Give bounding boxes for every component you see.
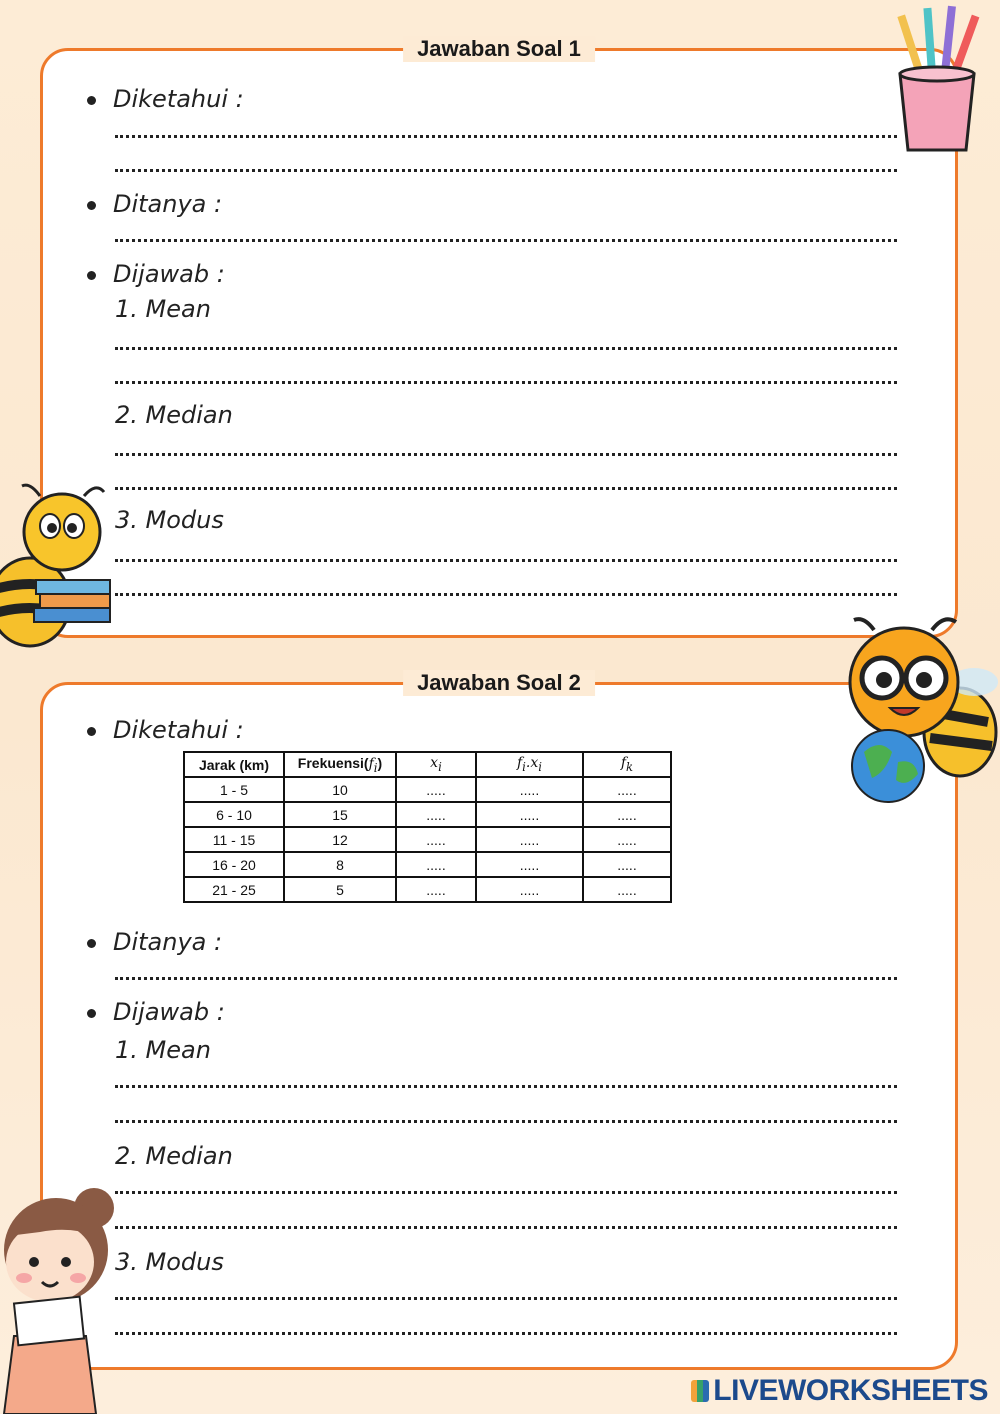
brand-text: LIVEWORKSHEETS [713,1374,988,1407]
table-row [184,877,671,902]
table-header: Jarak (km) [184,752,284,777]
answer-line[interactable] [115,1120,897,1123]
table-row [184,777,671,802]
table-cell: 10 [284,777,396,802]
table-cell: 16 - 20 [184,852,284,877]
answer-card-2 [40,670,958,1370]
answer-line[interactable] [115,977,897,980]
median-label: 2. Median [115,1142,233,1170]
frequency-table [183,751,672,903]
table-cell: 6 - 10 [184,802,284,827]
brand-mark-icon [691,1380,709,1402]
table-cell: 11 - 15 [184,827,284,852]
diketahui-label: Diketahui : [113,716,244,744]
table-cell[interactable]: ..... [583,877,671,902]
answer-line[interactable] [115,453,897,456]
table-cell: 21 - 25 [184,877,284,902]
table-cell[interactable]: ..... [583,802,671,827]
table-row [184,827,671,852]
table-cell[interactable]: ..... [476,802,583,827]
liveworksheets-logo[interactable] [691,1374,988,1408]
answer-line[interactable] [115,1332,897,1335]
table-cell: 1 - 5 [184,777,284,802]
ditanya-label: Ditanya : [113,928,223,956]
answer-line[interactable] [115,1191,897,1194]
table-cell: 5 [284,877,396,902]
table-cell[interactable]: ..... [396,777,476,802]
answer-line[interactable] [115,381,897,384]
table-cell[interactable]: ..... [476,827,583,852]
modus-label: 3. Modus [115,1248,224,1276]
median-label: 2. Median [115,401,233,429]
answer-line[interactable] [115,347,897,350]
answer-line[interactable] [115,239,897,242]
bee-with-books-icon [0,482,120,662]
table-cell[interactable]: ..... [396,852,476,877]
answer-line[interactable] [115,135,897,138]
table-row [184,852,671,877]
table-cell[interactable]: ..... [396,827,476,852]
answer-card-1 [40,36,958,638]
table-row [184,802,671,827]
table-cell[interactable]: ..... [396,802,476,827]
mean-label: 1. Mean [115,1036,211,1064]
answer-line[interactable] [115,487,897,490]
table-cell: 12 [284,827,396,852]
diketahui-label: Diketahui : [113,85,244,113]
pencil-cup-icon [886,4,996,154]
table-header-row [184,752,671,777]
table-header: $f_k$ [583,752,671,777]
card-title: Jawaban Soal 2 [403,670,595,696]
answer-line[interactable] [115,559,897,562]
table-header: $x_i$ [396,752,476,777]
answer-line[interactable] [115,169,897,172]
card-title: Jawaban Soal 1 [403,36,595,62]
dijawab-label: Dijawab : [113,260,225,288]
table-header: $Frekuensi(f_i)$ [284,752,396,777]
table-header: $f_i.x_i$ [476,752,583,777]
table-cell[interactable]: ..... [476,777,583,802]
modus-label: 3. Modus [115,506,224,534]
answer-line[interactable] [115,593,897,596]
answer-line[interactable] [115,1226,897,1229]
bee-with-globe-icon [834,612,1000,808]
mean-label: 1. Mean [115,295,211,323]
table-cell: 15 [284,802,396,827]
table-cell: 8 [284,852,396,877]
table-cell[interactable]: ..... [583,777,671,802]
table-cell[interactable]: ..... [583,852,671,877]
ditanya-label: Ditanya : [113,190,223,218]
answer-line[interactable] [115,1297,897,1300]
dijawab-label: Dijawab : [113,998,225,1026]
table-cell[interactable]: ..... [476,852,583,877]
answer-line[interactable] [115,1085,897,1088]
girl-with-sign-icon [0,1186,120,1414]
table-cell[interactable]: ..... [396,877,476,902]
table-cell[interactable]: ..... [476,877,583,902]
table-cell[interactable]: ..... [583,827,671,852]
